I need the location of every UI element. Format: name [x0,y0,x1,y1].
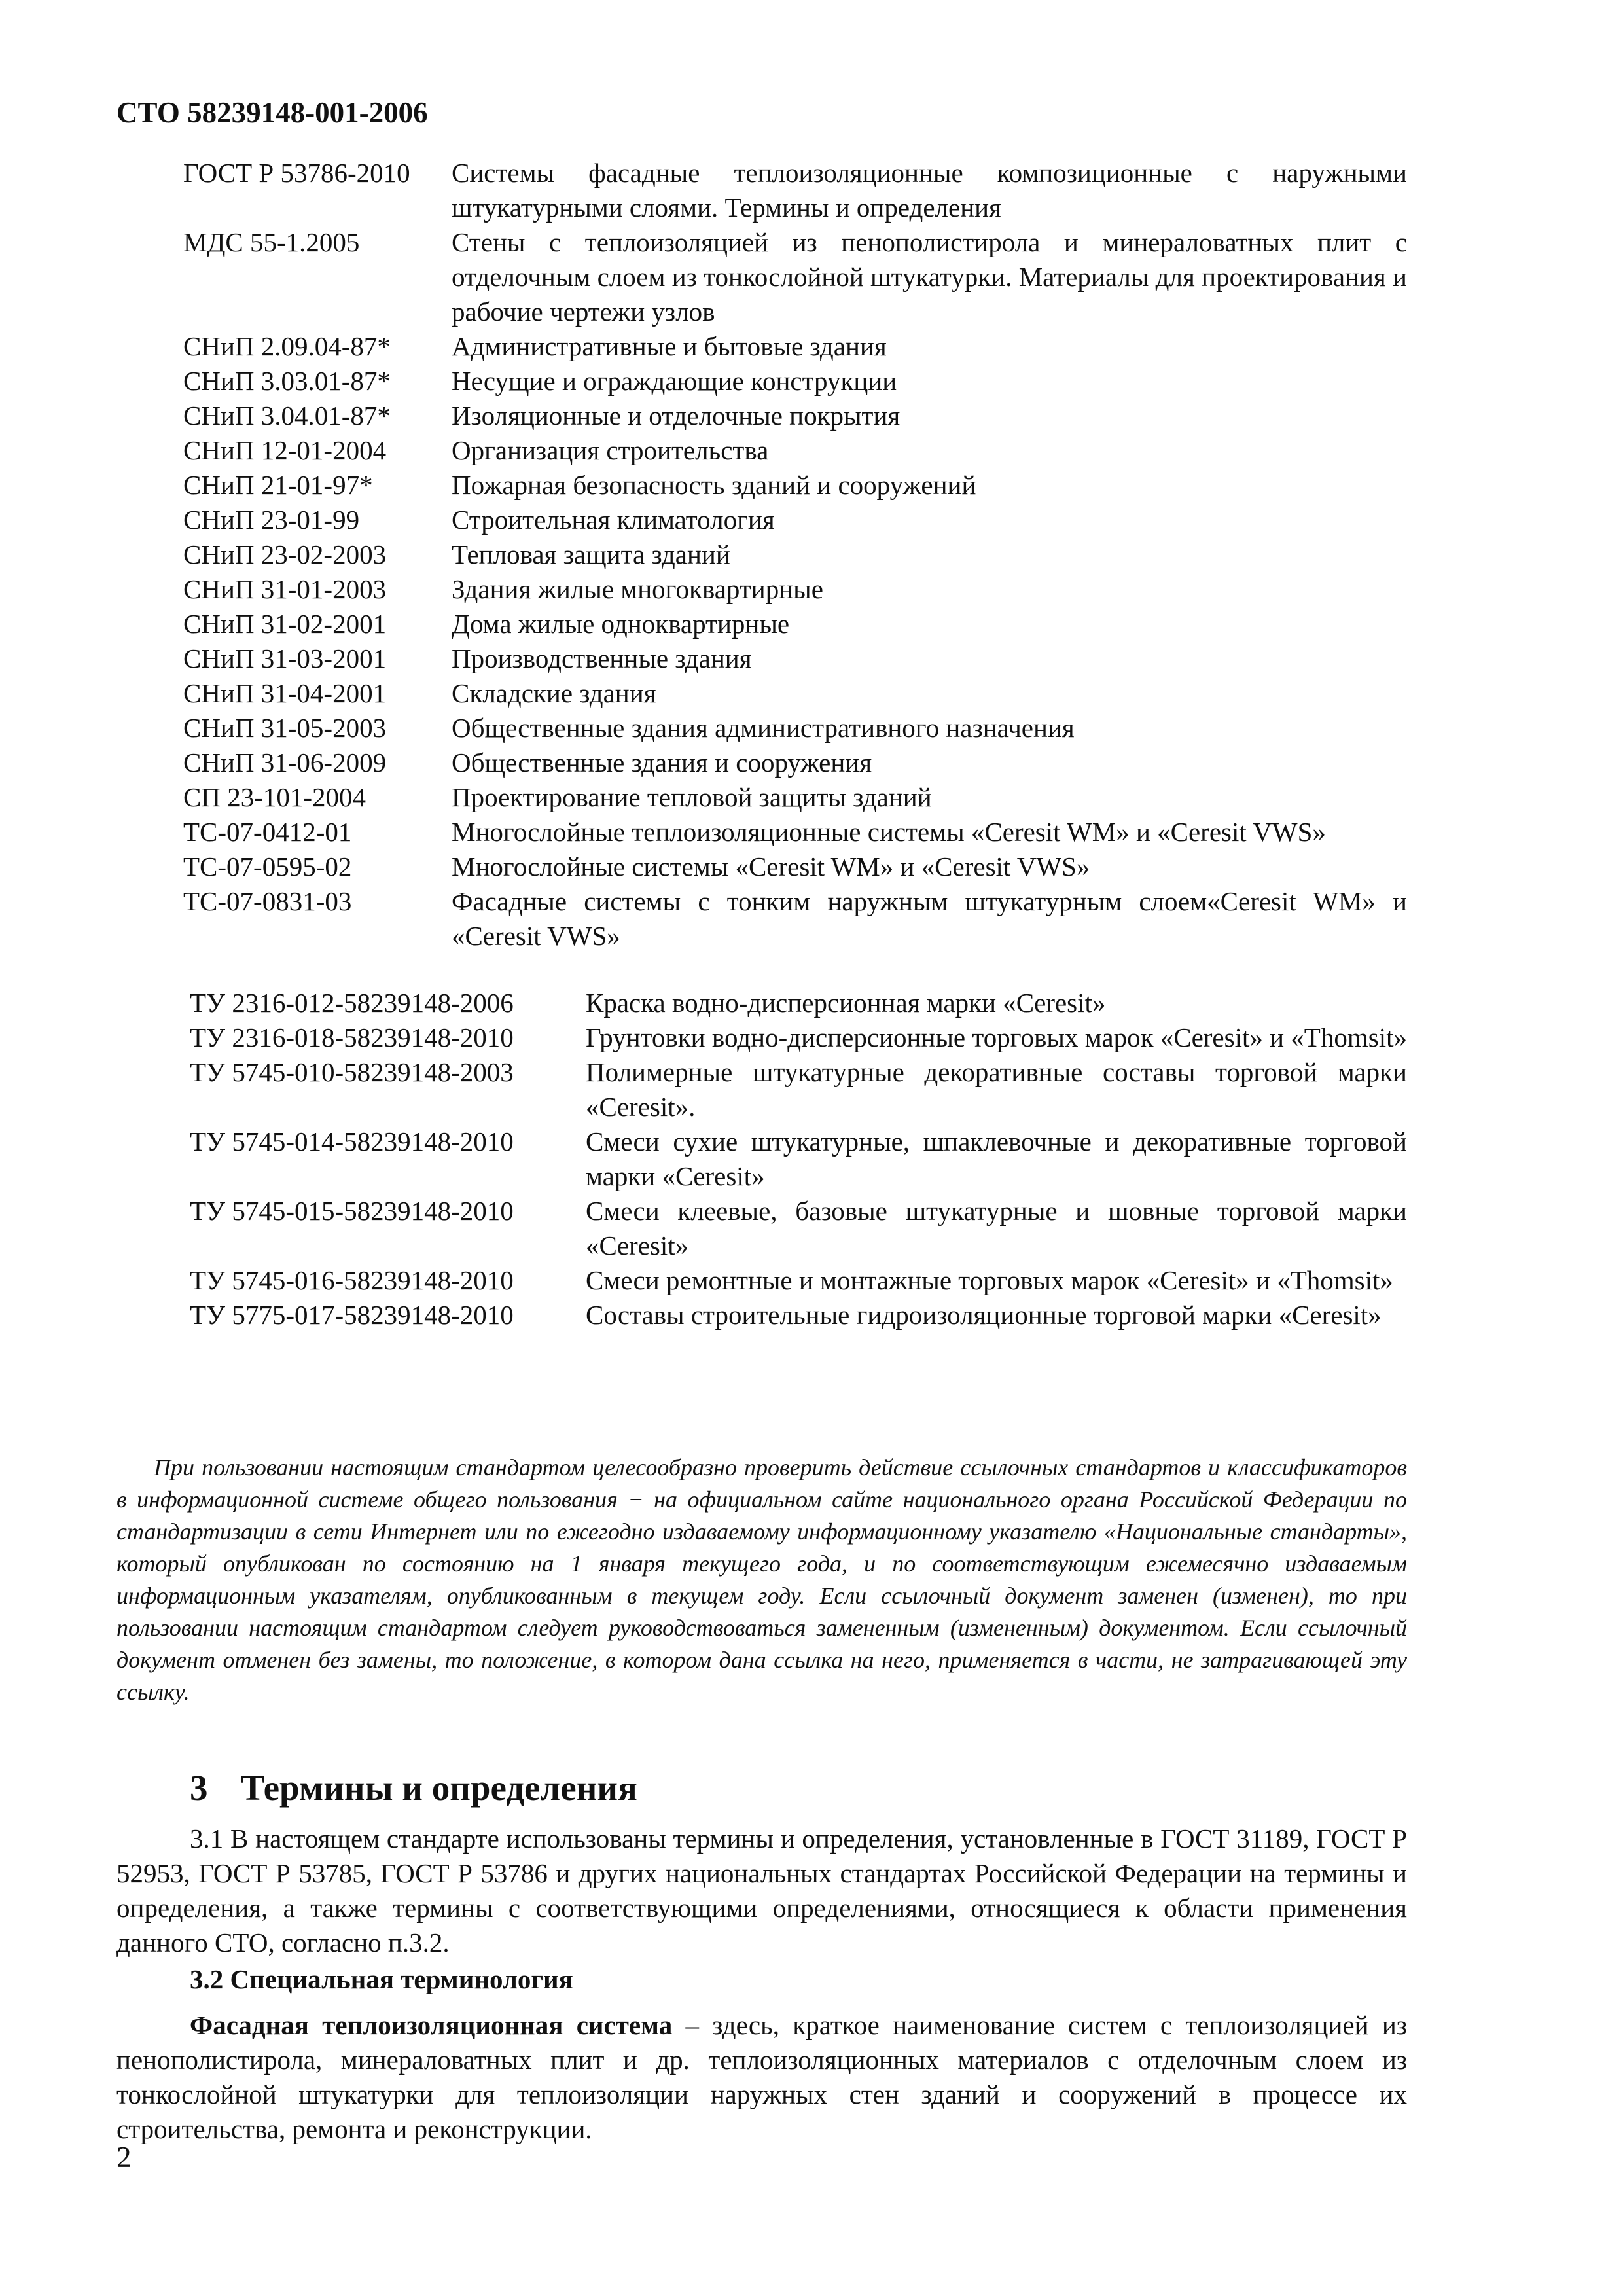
reference-title: Несущие и ограждающие конструкции [452,366,897,396]
reference-title: Системы фасадные теплоизоляционные композиционные с наружными штукатурными слоями. Термины и определения [452,158,1407,223]
section-heading [190,1767,637,1808]
reference-code: СНиП 31-05-2003 [183,713,387,743]
technical-specifications-list [190,986,1407,1333]
reference-title: Складские здания [452,678,656,708]
reference-title: Грунтовки водно-дисперсионные торговых марок «Ceresit» и «Thomsit» [586,1022,1407,1052]
reference-title: Смеси ремонтные и монтажные торговых марок «Ceresit» и «Thomsit» [586,1265,1393,1295]
reference-title: Строительная климатология [452,505,775,535]
document-code-header: СТО 58239148-001-2006 [116,96,428,129]
reference-title: Стены с теплоизоляцией из пенополистирола и минераловатных плит с отделочным слоем из тонкослойной штукатурки. Материалы для проектирования и рабочие чертежи узлов [452,227,1407,327]
reference-title: Полимерные штукатурные декоративные составы торговой марки «Ceresit». [586,1057,1407,1122]
term-name: Фасадная теплоизоляционная система [190,2010,673,2040]
reference-row [183,156,1407,225]
reference-title: Многослойные системы «Ceresit WM» и «Ceresit VWS» [452,852,1090,882]
reference-title: Общественные здания административного назначения [452,713,1075,743]
reference-code: СНиП 23-01-99 [183,505,360,535]
reference-row [183,537,1407,572]
reference-row [183,850,1407,884]
reference-code: ГОСТ Р 53786-2010 [183,158,410,188]
reference-code: МДС 55-1.2005 [183,227,360,257]
reference-code: СНиП 31-03-2001 [183,643,387,673]
reference-row [183,503,1407,537]
reference-code: СНиП 31-01-2003 [183,574,387,604]
reference-row [183,364,1407,399]
reference-row [183,711,1407,745]
reference-code: СНиП 21-01-97* [183,470,373,500]
reference-title: Составы строительные гидроизоляционные торговой марки «Ceresit» [586,1300,1382,1330]
reference-row [183,780,1407,815]
reference-row [183,225,1407,329]
reference-row [183,468,1407,503]
reference-title: Смеси клеевые, базовые штукатурные и шовные торговой марки «Ceresit» [586,1196,1407,1261]
reference-row [183,815,1407,850]
reference-code: ТУ 5745-016-58239148-2010 [190,1265,514,1295]
section-title: Термины и определения [241,1768,637,1808]
reference-code: СНиП 31-06-2009 [183,747,387,778]
reference-code: СП 23-101-2004 [183,782,366,812]
reference-title: Административные и бытовые здания [452,331,887,361]
reference-title: Организация строительства [452,435,769,465]
reference-code: ТС-07-0831-03 [183,886,352,916]
reference-title: Смеси сухие штукатурные, шпаклевочные и декоративные торговой марки «Ceresit» [586,1126,1407,1191]
reference-row [183,399,1407,433]
reference-code: ТУ 5775-017-58239148-2010 [190,1300,514,1330]
reference-code: СНиП 3.03.01-87* [183,366,391,396]
reference-code: ТУ 5745-015-58239148-2010 [190,1196,514,1226]
reference-row [183,433,1407,468]
reference-row [190,1298,1407,1333]
reference-row [183,676,1407,711]
reference-title: Многослойные теплоизоляционные системы «Ceresit WM» и «Ceresit VWS» [452,817,1326,847]
reference-row [183,745,1407,780]
reference-code: ТУ 2316-018-58239148-2010 [190,1022,514,1052]
reference-row [183,884,1407,954]
reference-row [190,1055,1407,1124]
reference-title: Общественные здания и сооружения [452,747,872,778]
reference-row [183,641,1407,676]
reference-title: Здания жилые многоквартирные [452,574,823,604]
subsection-heading-3-2: 3.2 Специальная терминология [190,1964,573,1994]
paragraph-3-1: 3.1 В настоящем стандарте использованы термины и определения, установленные в ГОСТ 31189, ГОСТ Р 52953, ГОСТ Р 53785, ГОСТ Р 53786 и других национальных стандартах Российской Федерации на термины и определения, а также термины с соответствующими определениями, относящиеся к области применения данного СТО, согласно п.3.2. [116,1823,1407,1958]
page-number: 2 [116,2141,132,2174]
reference-title: Краска водно-дисперсионная марки «Ceresit» [586,988,1106,1018]
reference-code: СНиП 3.04.01-87* [183,401,391,431]
reference-row [190,1263,1407,1298]
reference-code: ТУ 5745-014-58239148-2010 [190,1126,514,1157]
reference-code: СНиП 31-02-2001 [183,609,387,639]
reference-row [190,1020,1407,1055]
normative-references-list [183,156,1407,954]
reference-title: Тепловая защита зданий [452,539,730,569]
reference-row [183,607,1407,641]
reference-code: ТС-07-0412-01 [183,817,352,847]
term-text: – здесь, краткое наименование систем с теплоизоляцией из пенополистирола, минераловатных плит и др. теплоизоляционных материалов с отделочным слоем из тонкослойной штукатурки для теплоизоляции наружных стен зданий и сооружений в процессе их строительства, ремонта и реконструкции. [116,2010,1407,2144]
term-definition [116,2008,1407,2147]
reference-code: СНиП 12-01-2004 [183,435,387,465]
reference-title: Изоляционные и отделочные покрытия [452,401,901,431]
reference-row [190,986,1407,1020]
reference-title: Пожарная безопасность зданий и сооружений [452,470,976,500]
reference-title: Проектирование тепловой защиты зданий [452,782,932,812]
reference-code: СНиП 23-02-2003 [183,539,387,569]
usage-note: При пользовании настоящим стандартом целесообразно проверить действие ссылочных стандартов и классификаторов в информационной системе общего пользования − на официальном сайте национального органа Российской Федерации по стандартизации в сети Интернет или по ежегодно издаваемому информационному указателю «Национальные стандарты», который опубликован по состоянию на 1 января текущего года, и по соответствующим ежемесячно издаваемым информационным указателям, опубликованным в текущем году. Если ссылочный документ заменен (изменен), то при пользовании настоящим стандартом следует руководствоваться замененным (измененным) документом. Если ссылочный документ отменен без замены, то положение, в котором дана ссылка на него, применяется в части, не затрагивающей эту ссылку. [116,1454,1407,1705]
reference-code: ТУ 2316-012-58239148-2006 [190,988,514,1018]
reference-code: СНиП 31-04-2001 [183,678,387,708]
reference-row [183,329,1407,364]
reference-title: Фасадные системы с тонким наружным штукатурным слоем«Ceresit WM» и «Ceresit VWS» [452,886,1407,951]
reference-row [183,572,1407,607]
reference-title: Дома жилые одноквартирные [452,609,790,639]
reference-title: Производственные здания [452,643,752,673]
reference-code: ТУ 5745-010-58239148-2003 [190,1057,514,1087]
reference-row [190,1124,1407,1194]
reference-row [190,1194,1407,1263]
reference-code: СНиП 2.09.04-87* [183,331,391,361]
section-number: 3 [190,1768,208,1808]
reference-code: ТС-07-0595-02 [183,852,352,882]
